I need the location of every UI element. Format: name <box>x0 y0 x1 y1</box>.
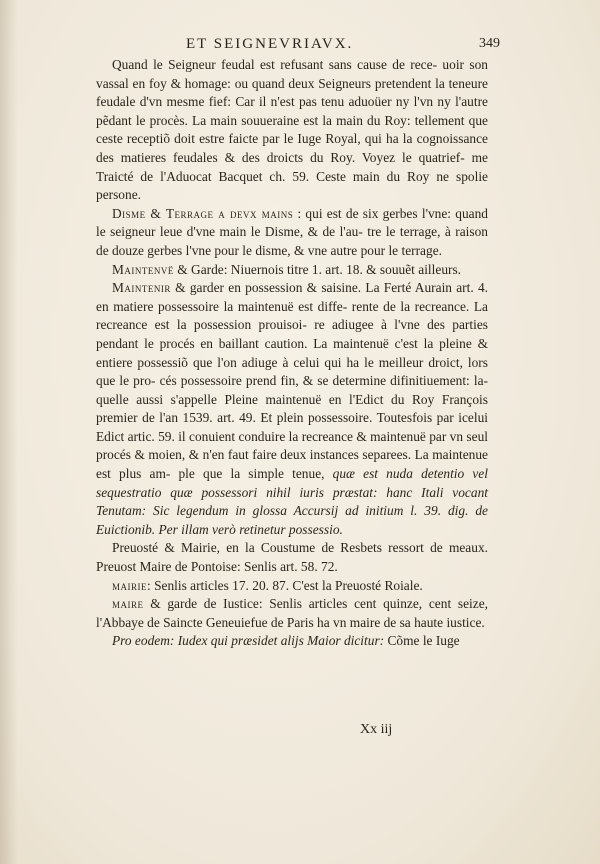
text-line: & garder en possession & saisine. La Ferté <box>175 280 412 296</box>
text-line: matieres feudales & des droicts du Roy. Voyez le quatrief- <box>120 149 465 165</box>
latin-lead: Pro eodem: Iudex qui præsidet alijs Maior dicitur: <box>112 633 385 649</box>
text-line: recreance & maintenuë par vn seul procés & moien, & n'en <box>96 428 488 463</box>
paragraph-maire <box>96 595 488 632</box>
entry-term: Disme & Terrage a devx mains <box>112 205 294 221</box>
latin-gloss-line: in glossa Accursij ad initium l. 39. dig. de Euictionib. Per illam verò <box>96 503 488 537</box>
text-line: re adiugee à l'vne des parties pendant le procés en baillant <box>96 317 488 351</box>
text-line: faut faire deux instances separees. La maintenue est plus am- <box>96 447 489 482</box>
latin-gloss-line: possessori nihil iuris præstat: hanc Itali vocant Tenutam: Sic legendum <box>96 484 488 519</box>
text-line: Cõme le Iuge <box>387 633 460 649</box>
text-line: l'vne: quand le seigneur leue d'vne main le Disme, & de l'au- <box>96 205 488 240</box>
text-line: : qui est de six gerbes <box>297 205 418 221</box>
latin-gloss-line: retinetur possessio. <box>239 521 343 537</box>
text-line: l'on adiuge à celui qui ha le meilleur droict, lors que le pro- <box>96 354 488 389</box>
text-line: : Senlis articles 17. 20. 87. C'est la Preuosté Roiale. <box>147 577 423 593</box>
text-line: pretendent la teneure feudale d'vn mesme fief: Car il n'est <box>96 75 488 110</box>
text-line: cés possessoire prend fin, & se determine difinitiuement: la- <box>159 373 488 389</box>
entry-term: mairie <box>112 577 147 593</box>
text-line: ailleurs. <box>418 261 462 277</box>
paragraph-pro-eodem <box>96 632 488 651</box>
page-number: 349 <box>479 36 500 51</box>
paragraph-disme-terrage <box>96 205 488 261</box>
entry-term: Maintenir <box>112 280 171 296</box>
text-line: & vne autre pour le terrage. <box>294 242 442 258</box>
text-line: meaux. Preuost Maire de Pontoise: Senlis art. 58. 72. <box>96 540 488 575</box>
text-line: rente de la recreance. La recreance est la possession prouisoi- <box>96 298 488 333</box>
entry-term: maire <box>112 596 144 612</box>
text-line: Aurain art. 4. en matiere possessoire la maintenuë est diffe- <box>96 280 488 314</box>
text-line: pas tenu aduoüer ny l'vn ny l'autre pẽdant le procès. La main <box>96 94 488 128</box>
text-line: doit estre faicte par le Iuge Royal, qui ha la cognoissance des <box>96 131 488 165</box>
running-head <box>96 36 500 56</box>
text-line: Preuosté & Mairie, en la Coustume de Resbets ressort de <box>112 540 443 556</box>
text-line: maire de sa haute iustice. <box>349 614 485 630</box>
entry-term: Maintenvë <box>112 261 174 277</box>
text-line: Toutesfois par icelui Edict artic. 59. il conuient conduire la <box>96 410 488 444</box>
running-title: ET SEIGNEVRIAVX. <box>186 36 354 52</box>
text-line: souueraine est la main du Roy: tellement que ceste receptiõ <box>96 112 488 147</box>
text-line: Quand le Seigneur feudal est refusant sans cause de rece- <box>112 57 438 72</box>
paragraph-mairie <box>96 577 488 596</box>
text-line: caution. La maintenuë c'est la pleine & entiere possessiõ que <box>96 335 488 370</box>
paragraph-maintenir <box>96 279 488 539</box>
text-line: ple que la simple tenue, <box>178 466 325 482</box>
latin-gloss-line: quæ est nuda detentio vel sequestratio quæ <box>96 466 488 500</box>
text-line: tre le terrage, à raison de douze gerbes l'vne pour le disme, <box>96 224 488 258</box>
text-line: & garde de Iustice: Senlis articles cent quinze, <box>150 596 423 612</box>
text-line: uoir son vassal en foy & homage: ou quand deux Seigneurs <box>96 57 488 91</box>
footer-line <box>96 722 488 742</box>
paragraph-preuoste-mairie <box>96 539 488 576</box>
signature-mark: Xx iij <box>360 722 393 737</box>
text-line: quelle aussi s'appelle Pleine maintenuë en l'Edict du Roy <box>96 391 435 407</box>
text-line: & Garde: Niuernois titre 1. art. 18. & souuẽt <box>177 261 415 277</box>
text-line: François premier de l'an 1539. art. 49. Et plein possessoire. <box>96 391 488 426</box>
text-line: ne spolie persone. <box>96 168 488 203</box>
paragraph-seigneur-feudal <box>96 56 488 205</box>
body-text <box>96 56 488 651</box>
text-line: cent seize, l'Abbaye de Saincte Geneuiefue de Paris ha vn <box>96 596 488 630</box>
text-line: me Traicté de l'Aduocat Bacquet ch. 59. Ceste main du Roy <box>96 149 488 184</box>
paragraph-maintenue-garde <box>96 261 488 280</box>
